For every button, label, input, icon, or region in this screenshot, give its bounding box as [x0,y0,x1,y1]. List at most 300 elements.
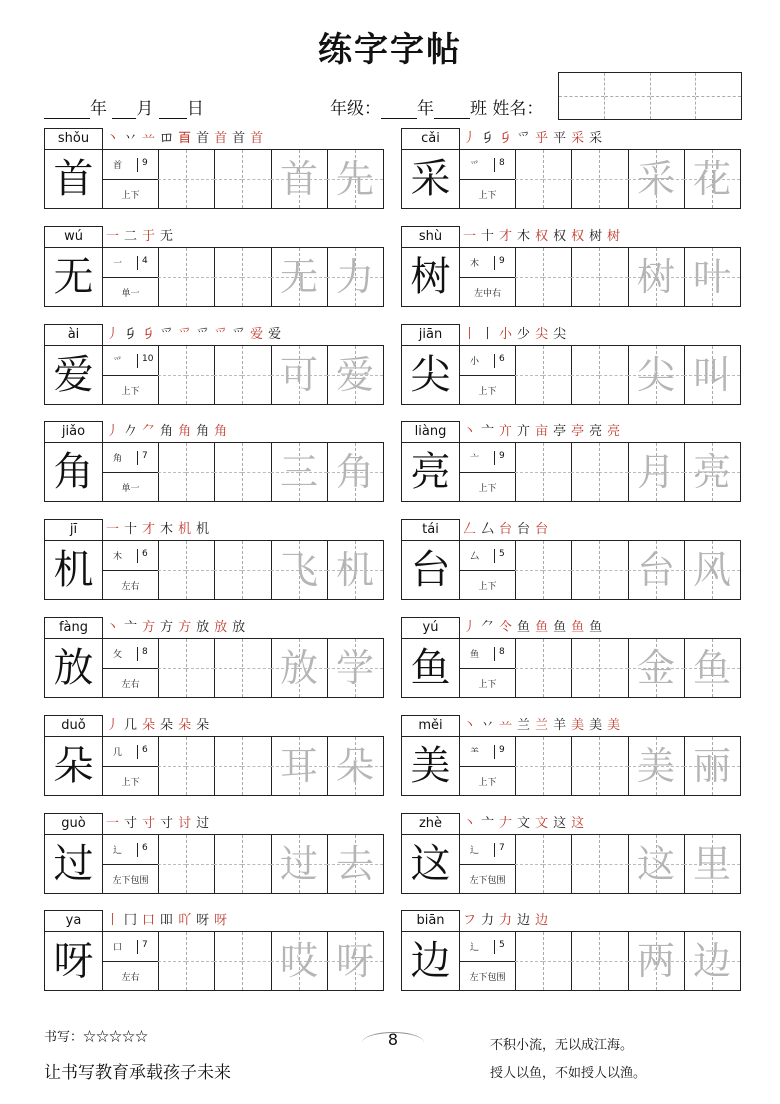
stroke-step: 放 [232,620,246,635]
char-card-4 [44,324,384,406]
practice-cell[interactable] [599,932,628,990]
practice-cell[interactable] [515,443,544,501]
stroke-count: 6 [137,843,148,857]
stroke-step: 十 [124,522,138,538]
char-meta [103,248,159,306]
ghost-char: 先 [335,157,374,201]
ghost-char: 三 [279,450,318,495]
model-char: 机 [45,541,103,599]
ghost-char: 朵 [335,743,374,788]
model-char: 边 [402,932,460,990]
stroke-order [106,324,286,346]
practice-cell[interactable] [515,737,544,795]
structure: 上下 [478,386,497,397]
stroke-count: 8 [494,158,505,172]
practice-cell[interactable] [543,150,572,208]
structure: 上下 [478,777,497,788]
structure: 左右 [121,973,140,984]
stroke-step: 亭 [553,424,567,440]
practice-cell[interactable] [571,150,600,208]
practice-cell[interactable] [158,737,187,795]
practice-grid [401,149,741,209]
pinyin: cǎi [401,128,460,149]
practice-cell[interactable] [186,150,215,208]
practice-grid [44,540,384,600]
practice-grid [44,736,384,796]
practice-cell[interactable] [242,150,271,208]
pinyin: shù [401,226,460,247]
stroke-step: 这 [571,815,585,831]
ghost-char: 力 [335,254,374,299]
stroke-count: 6 [137,549,148,563]
practice-cell[interactable] [242,248,271,306]
practice-cell[interactable] [214,150,243,208]
practice-cell[interactable] [571,737,600,795]
practice-cell[interactable] [186,541,215,599]
char-meta [103,932,159,990]
stroke-step: 吖 [178,913,192,929]
char-card-17 [401,910,741,992]
practice-cell[interactable] [186,835,215,893]
stroke-step: 于 [142,228,156,244]
stroke-step: 尖 [553,326,567,342]
stroke-count: 9 [137,158,148,172]
stroke-step: 吅 [160,913,174,929]
model-char: 朵 [45,737,103,795]
pinyin: shǒu [44,128,103,149]
practice-cell[interactable] [599,541,628,599]
char-meta [103,443,159,501]
practice-cell[interactable] [158,541,187,599]
class-blank[interactable] [434,100,470,119]
char-card-0 [44,128,384,210]
rating: 书写：☆☆☆☆☆ [44,1030,149,1045]
model-char: 美 [402,737,460,795]
stroke-step: 爫 [214,326,228,342]
model-char: 鱼 [402,639,460,697]
stroke-count: 6 [137,745,148,759]
practice-cell[interactable] [543,737,572,795]
ghost-char: 里 [692,841,731,886]
stroke-step: 才 [142,522,156,538]
stroke-step: 讨 [178,815,192,831]
radical: 辶 [470,845,480,856]
stroke-step: 𠂎 [499,131,513,146]
stroke-step: 丶 [463,424,477,440]
stroke-step: フ [463,913,477,929]
stroke-step: 丿 [463,131,477,146]
structure: 上下 [478,582,497,593]
char-meta [103,150,159,208]
practice-cell[interactable] [186,932,215,990]
stroke-step: 台 [517,522,531,538]
practice-cell[interactable] [242,932,271,990]
practice-cell[interactable] [186,346,215,404]
stroke-count: 9 [494,256,505,270]
month-label: 月 [136,99,154,119]
practice-grid [401,736,741,796]
practice-cell[interactable] [242,835,271,893]
char-card-8 [44,519,384,601]
practice-cell[interactable] [543,932,572,990]
stroke-count: 8 [494,647,505,661]
slogan: 让书写教育承载孩子未来 [44,1063,231,1083]
practice-cell[interactable] [158,443,187,501]
stroke-step: 美 [571,717,585,733]
stroke-step: 采 [589,131,603,146]
stroke-step: 呀 [196,913,210,929]
ghost-char: 叫 [692,352,731,397]
stroke-step: 机 [178,522,192,538]
stroke-step: 几 [124,717,138,733]
grade-label: 年级： [330,99,381,119]
practice-cell[interactable] [214,443,243,501]
practice-cell[interactable] [158,639,187,697]
structure: 左下包围 [112,875,149,886]
practice-cell[interactable] [186,443,215,501]
ghost-char: 花 [692,157,731,201]
stroke-step: 角 [178,424,192,440]
stroke-order [463,715,625,737]
stroke-step: 鱼 [517,620,531,635]
stroke-count: 9 [494,745,505,759]
stroke-step: 厶 [481,522,495,538]
practice-cell[interactable] [599,443,628,501]
char-meta [460,639,516,697]
stroke-step: 丨 [106,913,120,929]
ghost-char: 放 [279,646,318,690]
stroke-step: 爱 [268,326,282,342]
stroke-step: 亭 [571,424,585,440]
stroke-step: 爫 [232,326,246,342]
stroke-order [106,910,232,932]
practice-cell[interactable] [158,248,187,306]
structure: 上下 [121,386,140,397]
practice-cell[interactable] [158,932,187,990]
page-title: 练字字帖 [318,30,462,70]
stroke-step: 边 [535,913,549,929]
char-meta [460,932,516,990]
model-char: 首 [45,150,103,208]
stroke-step: ⺈ [142,424,156,440]
ghost-char: 两 [636,939,675,984]
model-char: 过 [45,835,103,893]
char-meta [460,346,516,404]
char-meta [460,443,516,501]
stroke-step: 朵 [196,717,210,733]
structure: 单一 [121,484,140,495]
practice-cell[interactable] [515,932,544,990]
practice-cell[interactable] [186,737,215,795]
ghost-char: 这 [636,841,675,886]
structure: 上下 [478,484,497,495]
ghost-char: 呀 [335,939,374,984]
model-char: 这 [402,835,460,893]
pinyin: jī [44,519,103,540]
char-card-2 [44,226,384,308]
char-card-3 [401,226,741,308]
class-label: 班 [470,99,487,119]
stroke-step: 丶 [106,131,120,146]
stroke-step: 力 [481,913,495,929]
stroke-step: 䒑 [499,717,513,733]
stroke-step: 木 [160,522,174,538]
name-grid[interactable] [558,72,742,120]
practice-cell[interactable] [214,639,243,697]
stroke-step: 爫 [196,326,210,342]
model-char: 采 [402,150,460,208]
radical: 口 [113,943,123,954]
ghost-char: 哎 [279,939,318,984]
char-meta [460,248,516,306]
structure: 左下包围 [469,875,506,886]
stroke-step: 亠 [124,620,138,635]
stroke-step: 尖 [535,326,549,342]
radical: 鱼 [470,650,480,660]
stroke-step: 一 [106,522,120,538]
ghost-char: 首 [279,157,318,201]
stroke-step: 文 [517,815,531,831]
practice-cell[interactable] [186,639,215,697]
practice-cell[interactable] [599,346,628,404]
practice-cell[interactable] [158,835,187,893]
stroke-order [106,813,214,835]
radical: 一 [113,258,123,269]
ghost-char: 丽 [692,743,731,788]
pinyin: biān [401,910,460,931]
practice-cell[interactable] [571,639,600,697]
practice-cell[interactable] [158,346,187,404]
structure: 左下包围 [469,973,506,984]
char-meta [103,346,159,404]
radical: 首 [113,161,123,171]
stroke-step: 权 [553,228,567,244]
model-char: 放 [45,639,103,697]
practice-cell[interactable] [242,541,271,599]
practice-grid [401,247,741,307]
stroke-order [106,128,268,150]
ghost-char: 无 [279,254,318,299]
radical: 亠 [470,454,480,465]
practice-cell[interactable] [599,835,628,893]
radical: ⺷ [470,747,480,758]
stroke-step: 亣 [517,424,531,440]
radical: 爫 [113,356,123,367]
stroke-step: 文 [535,815,549,831]
practice-cell[interactable] [571,835,600,893]
ghost-char: 美 [636,743,675,788]
month-blank[interactable] [112,100,136,119]
practice-cell[interactable] [214,932,243,990]
model-char: 角 [45,443,103,501]
stroke-step: 首 [196,131,210,146]
stroke-step: 冂 [124,913,138,929]
practice-cell[interactable] [543,346,572,404]
stroke-step: 权 [535,228,549,244]
practice-cell[interactable] [158,150,187,208]
stroke-step: 首 [214,131,228,146]
radical: 几 [113,747,123,758]
day-label: 日 [186,99,204,119]
practice-cell[interactable] [515,346,544,404]
stroke-step: 方 [160,620,174,635]
practice-cell[interactable] [214,346,243,404]
quote-2: 授人以鱼，不如授人以渔。 [490,1066,647,1081]
practice-cell[interactable] [515,835,544,893]
practice-grid [401,345,741,405]
char-card-13 [401,715,741,797]
stroke-count: 7 [137,451,148,465]
stroke-step: 一 [106,228,120,244]
stroke-step: 丶 [463,717,477,733]
structure: 上下 [121,191,140,201]
stroke-step: 亠 [481,815,495,831]
practice-cell[interactable] [599,639,628,697]
ghost-char: 过 [279,841,318,886]
day-blank[interactable] [159,100,187,119]
pinyin: guò [44,813,103,834]
practice-cell[interactable] [214,835,243,893]
stroke-step: 树 [589,228,603,244]
practice-cell[interactable] [543,639,572,697]
practice-grid [401,638,741,698]
practice-cell[interactable] [571,443,600,501]
stroke-step: 丷 [124,131,138,146]
pinyin: měi [401,715,460,736]
stroke-step: 寸 [160,815,174,831]
practice-grid [44,345,384,405]
stroke-step: 丿 [106,717,120,733]
stroke-order [106,617,250,639]
stroke-step: 羊 [553,717,567,733]
ghost-char: 飞 [279,548,318,593]
stroke-step: 乎 [535,131,549,146]
grade-blank[interactable] [381,100,417,119]
stroke-step: 边 [517,913,531,929]
practice-cell[interactable] [571,346,600,404]
stroke-step: 美 [607,717,621,733]
stroke-step: 十 [481,228,495,244]
practice-cell[interactable] [186,248,215,306]
ghost-char: 可 [279,352,318,397]
stroke-step: 兰 [535,717,549,733]
practice-cell[interactable] [515,639,544,697]
stroke-step: 呀 [214,913,228,929]
radical: 木 [470,258,480,269]
char-card-10 [44,617,384,699]
stroke-step: 𠂎 [481,131,495,146]
char-meta [103,541,159,599]
radical: 辶 [113,845,123,856]
stroke-step: 爱 [250,326,264,342]
stroke-step: ⺈ [481,620,495,635]
stroke-count: 5 [494,940,505,954]
practice-cell[interactable] [599,150,628,208]
stroke-step: 朵 [160,717,174,733]
char-card-11 [401,617,741,699]
practice-cell[interactable] [214,248,243,306]
char-meta [103,737,159,795]
char-card-5 [401,324,741,406]
ghost-char: 亮 [692,450,731,495]
stroke-step: 𠂎 [124,326,138,342]
practice-cell[interactable] [515,150,544,208]
stroke-step: 角 [160,424,174,440]
practice-grid [401,931,741,991]
practice-cell[interactable] [571,932,600,990]
stroke-step: 无 [160,228,174,244]
pinyin: ài [44,324,103,345]
stroke-step: 口 [142,913,156,929]
practice-cell[interactable] [543,248,572,306]
stroke-order [463,324,571,346]
stroke-step: 放 [196,620,210,635]
pinyin: jiān [401,324,460,345]
practice-cell[interactable] [214,737,243,795]
stroke-step: 鱼 [553,620,567,635]
practice-cell[interactable] [242,346,271,404]
stroke-step: 亣 [499,424,513,440]
stroke-count: 5 [494,549,505,563]
stroke-step: 𠂎 [142,326,156,342]
model-char: 亮 [402,443,460,501]
practice-cell[interactable] [571,248,600,306]
practice-grid [44,638,384,698]
practice-cell[interactable] [543,443,572,501]
char-card-14 [44,813,384,895]
practice-cell[interactable] [543,541,572,599]
practice-cell[interactable] [543,835,572,893]
practice-grid [401,442,741,502]
pinyin: fàng [44,617,103,638]
practice-grid [401,540,741,600]
practice-cell[interactable] [515,541,544,599]
practice-grid [44,149,384,209]
stroke-step: 二 [124,228,138,244]
pinyin: liàng [401,421,460,442]
stroke-count: 10 [137,354,153,368]
stroke-count: 6 [494,354,505,368]
stroke-step: 𦣻 [178,131,192,146]
ghost-char: 树 [636,254,675,299]
year-blank[interactable] [44,100,90,119]
stroke-step: 力 [499,913,513,929]
stroke-step: 一 [463,228,477,244]
stroke-order [106,226,178,248]
ghost-char: 角 [335,450,374,495]
practice-cell[interactable] [242,737,271,795]
stroke-step: 木 [517,228,531,244]
practice-cell[interactable] [242,639,271,697]
name-label: 姓名： [492,99,544,119]
ghost-char: 鱼 [692,646,731,690]
practice-cell[interactable] [515,248,544,306]
ghost-char: 学 [335,646,374,690]
practice-cell[interactable] [599,248,628,306]
char-meta [460,541,516,599]
stroke-step: 过 [196,815,210,831]
practice-cell[interactable] [242,443,271,501]
radical: 小 [470,356,480,367]
ghost-char: 采 [636,157,675,201]
practice-cell[interactable] [599,737,628,795]
practice-cell[interactable] [571,541,600,599]
stroke-order [463,421,625,443]
structure: 上下 [121,777,140,788]
stroke-order [463,226,625,248]
structure: 左右 [121,582,140,593]
practice-cell[interactable] [214,541,243,599]
